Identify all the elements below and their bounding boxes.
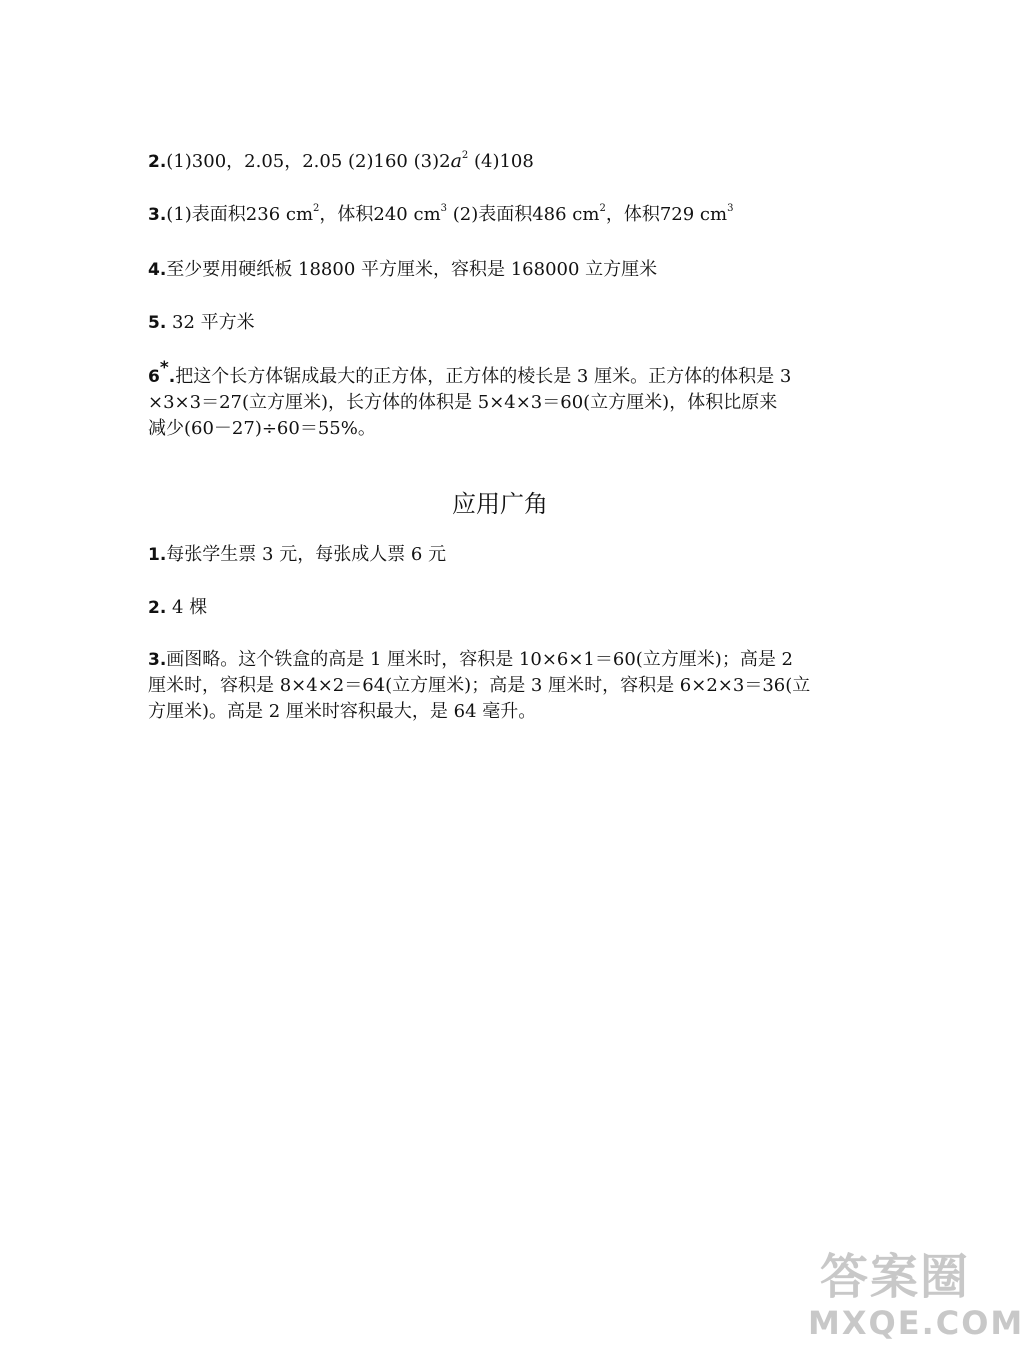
section-title: 应用广角 xyxy=(452,490,548,518)
answer-number: 5. xyxy=(148,313,167,333)
answer-text: ，体积729 cm xyxy=(605,204,728,225)
math-coefficient: 2 xyxy=(439,151,451,172)
answer-number: 1. xyxy=(148,545,167,565)
answer-line: 方厘米)。高是 2 厘米时容积最大，是 64 毫升。 xyxy=(148,701,537,722)
answer-number: 2. xyxy=(148,598,167,618)
applied-answer-1 xyxy=(148,542,868,568)
answer-text: 每张学生票 3 元，每张成人票 6 元 xyxy=(166,544,447,565)
applied-answer-2 xyxy=(148,595,868,621)
answer-line: 厘米时，容积是 8×4×2＝64(立方厘米)；高是 3 厘米时，容积是 6×2×3＝36(立 xyxy=(148,675,811,696)
answer-4 xyxy=(148,257,868,283)
answer-text: (2)表面积486 cm xyxy=(447,204,600,225)
answer-2 xyxy=(148,148,868,175)
answer-text: (1)表面积236 cm xyxy=(166,204,314,225)
answer-number: 6 xyxy=(148,367,160,387)
watermark-en: MXQE.COM xyxy=(808,1304,1024,1342)
math-variable: a xyxy=(450,150,462,172)
answer-text: ，体积240 cm xyxy=(319,204,441,225)
answer-number-dot: . xyxy=(168,367,176,387)
answer-number: 2. xyxy=(148,152,167,172)
answer-number: 3. xyxy=(148,205,167,225)
unit-exponent: 3 xyxy=(440,203,448,214)
answer-text: (4)108 xyxy=(468,151,534,172)
answer-line xyxy=(148,358,868,390)
watermark-cn: 答案圈 xyxy=(820,1249,971,1305)
unit-exponent: 3 xyxy=(727,203,734,214)
answer-number: 4. xyxy=(148,260,167,280)
answer-text: (1)300，2.05，2.05 (2)160 (3) xyxy=(166,151,440,172)
challenge-star: * xyxy=(159,358,169,378)
answer-text: 把这个长方体锯成最大的正方体，正方体的棱长是 3 厘米。正方体的体积是 3 xyxy=(175,366,792,387)
math-exponent: 2 xyxy=(461,150,469,161)
answer-5 xyxy=(148,310,868,336)
unit-exponent: 2 xyxy=(313,203,320,214)
answer-line: 减少(60－27)÷60＝55%。 xyxy=(148,418,376,439)
watermark-logo xyxy=(808,1238,1024,1348)
answer-6 xyxy=(148,358,868,442)
answer-text: 至少要用硬纸板 18800 平方厘米，容积是 168000 立方厘米 xyxy=(166,259,658,280)
answer-text: 32 平方米 xyxy=(166,312,255,333)
answer-number: 3. xyxy=(148,650,167,670)
answer-text: 4 棵 xyxy=(166,597,208,618)
answer-3 xyxy=(148,202,868,228)
applied-answer-3 xyxy=(148,647,868,725)
answer-text: 画图略。这个铁盒的高是 1 厘米时，容积是 10×6×1＝60(立方厘米)；高是 2 xyxy=(166,649,794,670)
answer-line xyxy=(148,647,868,673)
answer-line: ×3×3＝27(立方厘米)，长方体的体积是 5×4×3＝60(立方厘米)，体积比原来 xyxy=(148,392,778,413)
unit-exponent: 2 xyxy=(599,203,606,214)
